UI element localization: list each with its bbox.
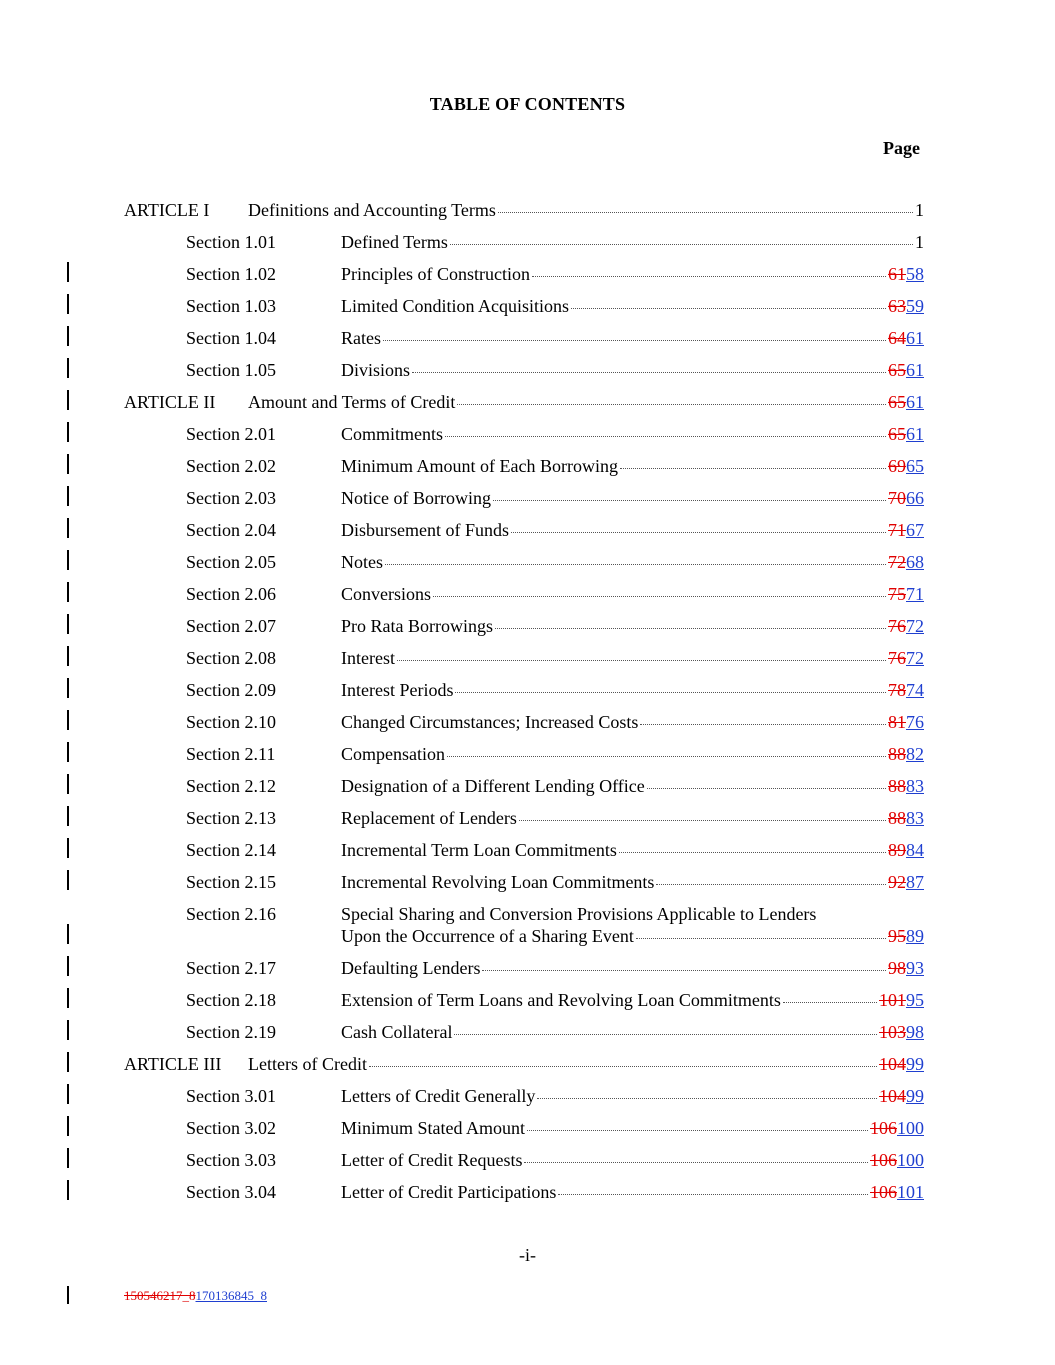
page-ref-inserted: 65 [906, 456, 924, 476]
toc-section-entry[interactable] [0, 512, 1055, 544]
toc-entry-label: Section 2.15 [186, 872, 276, 892]
dot-leader [493, 500, 886, 501]
page-ref[interactable] [870, 1150, 924, 1171]
toc-entry-title[interactable]: Compensation [341, 744, 445, 764]
page-ref-deleted: 63 [888, 296, 906, 316]
toc-entry-title[interactable]: Rates [341, 328, 381, 348]
page-ref[interactable] [879, 1022, 924, 1043]
document-id-deleted: 150546217_8 [124, 1288, 196, 1303]
toc-entry-title[interactable]: Principles of Construction [341, 264, 530, 284]
toc-entry-title[interactable]: Interest [341, 648, 395, 668]
toc-entry-label: Section 1.02 [186, 264, 276, 284]
page-ref[interactable] [888, 456, 924, 477]
change-bar [67, 582, 69, 602]
dot-leader [369, 1066, 877, 1067]
page-ref[interactable] [888, 680, 924, 701]
toc-entry-title[interactable]: Minimum Stated Amount [341, 1118, 526, 1138]
change-bar [67, 422, 69, 442]
page-ref-deleted: 88 [888, 808, 906, 828]
change-bar [67, 1116, 69, 1136]
change-bar [67, 710, 69, 730]
dot-leader [447, 756, 886, 757]
page-title: TABLE OF CONTENTS [429, 94, 626, 114]
change-bar [67, 806, 69, 826]
toc-entry-title[interactable]: Defined Terms [341, 232, 448, 252]
toc-entry-line [341, 872, 924, 893]
toc-entry-title[interactable]: Disbursement of Funds [341, 520, 509, 540]
page-ref[interactable] [888, 552, 924, 573]
page-ref-inserted: 95 [906, 990, 924, 1010]
toc-section-entry[interactable] [0, 448, 1055, 480]
change-bar [67, 614, 69, 634]
change-bar [67, 774, 69, 794]
change-bar [67, 956, 69, 976]
page-ref-deleted: 65 [888, 424, 906, 444]
toc-section-entry[interactable] [0, 800, 1055, 832]
toc-entry-line [341, 296, 924, 317]
page-ref[interactable] [888, 328, 924, 349]
toc-entry-label: Section 2.09 [186, 680, 276, 700]
toc-entry-label: Section 3.04 [186, 1182, 276, 1202]
toc-section-entry[interactable] [0, 1078, 1055, 1110]
page-ref-deleted: 106 [870, 1182, 897, 1202]
toc-entry-label: Section 2.04 [186, 520, 276, 540]
page-ref-inserted: 83 [906, 808, 924, 828]
page-ref[interactable] [879, 1086, 924, 1107]
page-ref[interactable] [870, 1182, 924, 1203]
dot-leader [445, 436, 886, 437]
page-column-header: Page [883, 138, 920, 158]
page-ref-number: 1 [915, 200, 924, 220]
change-bar [67, 326, 69, 346]
change-bar [67, 646, 69, 666]
toc-entry-line [341, 616, 924, 637]
toc-section-entry[interactable] [0, 224, 1055, 256]
toc-entry-label: Section 2.16 [186, 904, 276, 924]
toc-section-entry[interactable] [0, 576, 1055, 608]
dot-leader [511, 532, 886, 533]
dot-leader [482, 970, 886, 971]
page-ref-deleted: 76 [888, 648, 906, 668]
dot-leader [498, 212, 913, 213]
toc-entry-title[interactable]: Notice of Borrowing [341, 488, 491, 508]
dot-leader [524, 1162, 868, 1163]
toc-entry-title[interactable]: Letters of Credit [248, 1054, 367, 1074]
dot-leader [558, 1194, 868, 1195]
page-ref-inserted: 66 [906, 488, 924, 508]
page-ref[interactable] [888, 808, 924, 829]
toc-entry-title[interactable]: Letter of Credit Participations [341, 1182, 557, 1202]
page-ref-inserted: 61 [906, 392, 924, 412]
table-of-contents [0, 192, 1055, 1206]
dot-leader [640, 724, 886, 725]
page-ref-inserted: 74 [906, 680, 924, 700]
page-ref-inserted: 99 [906, 1086, 924, 1106]
toc-section-entry[interactable] [0, 704, 1055, 736]
page-ref[interactable] [888, 424, 924, 445]
page-ref-inserted: 61 [906, 424, 924, 444]
toc-entry-label: Section 3.02 [186, 1118, 276, 1138]
page-ref-inserted: 99 [906, 1054, 924, 1074]
page-ref-deleted: 72 [888, 552, 906, 572]
page-ref-deleted: 81 [888, 712, 906, 732]
toc-entry-title[interactable]: Commitments [341, 424, 444, 444]
dot-leader [519, 820, 886, 821]
change-bar [67, 1180, 69, 1200]
toc-entry-title[interactable]: Cash Collateral [341, 1022, 453, 1042]
page-ref[interactable] [888, 392, 924, 413]
toc-entry-line [341, 1022, 924, 1043]
page-ref-deleted: 95 [888, 926, 906, 946]
toc-entry-label: Section 1.05 [186, 360, 276, 380]
toc-entry-label: Section 2.14 [186, 840, 276, 860]
page-ref-deleted: 103 [879, 1022, 906, 1042]
toc-entry-line [248, 200, 924, 221]
toc-entry-title[interactable]: Designation of a Different Lending Office [341, 776, 645, 796]
toc-entry-line [341, 232, 924, 253]
change-bar [67, 742, 69, 762]
page-ref[interactable] [888, 712, 924, 733]
toc-section-entry[interactable] [0, 1174, 1055, 1206]
toc-entry-line [341, 680, 924, 701]
page-ref[interactable] [879, 1054, 924, 1075]
toc-entry-title[interactable]: Extension of Term Loans and Revolving Loan Commitments [341, 990, 781, 1010]
page-ref[interactable] [888, 648, 924, 669]
page-ref-inserted: 76 [906, 712, 924, 732]
page-ref-deleted: 106 [870, 1150, 897, 1170]
change-bar [67, 390, 69, 410]
dot-leader [527, 1130, 868, 1131]
toc-entry-line [341, 840, 924, 861]
toc-entry-line [341, 584, 924, 605]
page-ref-inserted: 72 [906, 648, 924, 668]
toc-entry-line [341, 776, 924, 797]
dot-leader [412, 372, 886, 373]
toc-section-entry[interactable] [0, 864, 1055, 896]
toc-section-entry[interactable] [0, 896, 1055, 950]
toc-entry-label: Section 2.12 [186, 776, 276, 796]
page-ref[interactable] [888, 296, 924, 317]
page-ref-deleted: 75 [888, 584, 906, 604]
change-bar [67, 678, 69, 698]
page-ref[interactable] [888, 872, 924, 893]
page-number: -i- [519, 1245, 536, 1265]
toc-article-entry[interactable] [0, 384, 1055, 416]
change-bar [67, 518, 69, 538]
toc-section-entry[interactable] [0, 256, 1055, 288]
toc-section-entry[interactable] [0, 352, 1055, 384]
dot-leader [455, 692, 886, 693]
page-ref-deleted: 78 [888, 680, 906, 700]
page-ref-inserted: 61 [906, 328, 924, 348]
change-bar [67, 486, 69, 506]
toc-entry-label: Section 2.05 [186, 552, 276, 572]
page-ref-inserted: 59 [906, 296, 924, 316]
toc-entry-label: Section 1.03 [186, 296, 276, 316]
toc-section-entry[interactable] [0, 480, 1055, 512]
toc-entry-label: Section 1.01 [186, 232, 276, 252]
page-ref-deleted: 88 [888, 744, 906, 764]
change-bar [67, 1286, 69, 1304]
page-ref[interactable] [888, 776, 924, 797]
page-ref[interactable] [888, 926, 924, 947]
page-ref[interactable] [888, 584, 924, 605]
toc-section-entry[interactable] [0, 768, 1055, 800]
dot-leader [433, 596, 886, 597]
toc-section-entry[interactable] [0, 416, 1055, 448]
page-ref[interactable] [888, 840, 924, 861]
toc-entry-title[interactable]: Replacement of Lenders [341, 808, 517, 828]
toc-entry-label: Section 2.13 [186, 808, 276, 828]
dot-leader [783, 1002, 877, 1003]
dot-leader [383, 340, 886, 341]
page-ref-inserted: 67 [906, 520, 924, 540]
toc-section-entry[interactable] [0, 608, 1055, 640]
change-bar [67, 454, 69, 474]
toc-entry-line [341, 1182, 924, 1203]
dot-leader [537, 1098, 877, 1099]
toc-entry-line [341, 1118, 924, 1139]
dot-leader [397, 660, 886, 661]
toc-entry-label: Section 2.11 [186, 744, 276, 764]
toc-entry-title[interactable]: Divisions [341, 360, 411, 380]
toc-entry-title[interactable]: Notes [341, 552, 383, 572]
toc-section-entry[interactable] [0, 982, 1055, 1014]
change-bar [67, 358, 69, 378]
toc-entry-title[interactable]: Letter of Credit Requests [341, 1150, 523, 1170]
page-ref[interactable] [870, 1118, 924, 1139]
toc-entry-label: Section 2.02 [186, 456, 276, 476]
page-ref[interactable] [888, 360, 924, 381]
page-ref-inserted: 93 [906, 958, 924, 978]
toc-entry-line [341, 744, 924, 765]
toc-entry-label: Section 2.03 [186, 488, 276, 508]
toc-entry-label: Section 2.06 [186, 584, 276, 604]
toc-entry-line [341, 990, 924, 1011]
toc-entry-title[interactable]: Incremental Term Loan Commitments [341, 840, 617, 860]
page-ref[interactable] [888, 616, 924, 637]
toc-entry-line [248, 1054, 924, 1075]
toc-entry-label: Section 2.18 [186, 990, 276, 1010]
toc-entry-title[interactable]: Amount and Terms of Credit [248, 392, 456, 412]
change-bar [67, 294, 69, 314]
change-bar [67, 1084, 69, 1104]
dot-leader [636, 938, 886, 939]
page-ref-deleted: 92 [888, 872, 906, 892]
page-ref-inserted: 100 [897, 1118, 924, 1138]
toc-entry-label: Section 2.19 [186, 1022, 276, 1042]
toc-entry-label: Section 1.04 [186, 328, 276, 348]
dot-leader [495, 628, 886, 629]
toc-entry-label: ARTICLE III [124, 1054, 222, 1074]
change-bar [67, 838, 69, 858]
toc-entry-title[interactable]: Minimum Amount of Each Borrowing [341, 456, 618, 476]
change-bar [67, 1052, 69, 1072]
page-ref-deleted: 64 [888, 328, 906, 348]
page-ref-inserted: 84 [906, 840, 924, 860]
document-id-inserted: 170136845_8 [195, 1288, 267, 1303]
document-id [124, 1288, 267, 1304]
dot-leader [454, 1034, 877, 1035]
toc-entry-title[interactable]: Pro Rata Borrowings [341, 616, 493, 636]
toc-entry-label: Section 3.03 [186, 1150, 276, 1170]
toc-entry-label: Section 2.01 [186, 424, 276, 444]
toc-entry-label: Section 2.10 [186, 712, 276, 732]
change-bar [67, 924, 69, 944]
dot-leader [450, 244, 913, 245]
toc-section-entry[interactable] [0, 320, 1055, 352]
page-ref-deleted: 69 [888, 456, 906, 476]
page-ref[interactable] [915, 200, 924, 221]
toc-entry-line [248, 392, 924, 413]
page-ref-inserted: 72 [906, 616, 924, 636]
dot-leader [620, 468, 886, 469]
dot-leader [656, 884, 886, 885]
page-ref-deleted: 65 [888, 392, 906, 412]
toc-entry-line [341, 712, 924, 733]
page-ref[interactable] [888, 744, 924, 765]
dot-leader [571, 308, 886, 309]
page-ref-deleted: 104 [879, 1054, 906, 1074]
toc-entry-title-line1: Special Sharing and Conversion Provisions Applicable to Lenders [341, 904, 817, 924]
page-ref-deleted: 98 [888, 958, 906, 978]
change-bar [67, 1020, 69, 1040]
toc-entry-title[interactable]: Conversions [341, 584, 431, 604]
page-ref-deleted: 101 [879, 990, 906, 1010]
page-ref[interactable] [888, 520, 924, 541]
toc-section-entry[interactable] [0, 544, 1055, 576]
toc-entry-line [341, 328, 924, 349]
toc-entry-line [341, 958, 924, 979]
dot-leader [619, 852, 886, 853]
dot-leader [532, 276, 886, 277]
toc-section-entry[interactable] [0, 950, 1055, 982]
page-ref-inserted: 98 [906, 1022, 924, 1042]
page-ref-deleted: 61 [888, 264, 906, 284]
dot-leader [385, 564, 886, 565]
change-bar [67, 550, 69, 570]
toc-section-entry[interactable] [0, 640, 1055, 672]
toc-entry-title[interactable]: Changed Circumstances; Increased Costs [341, 712, 639, 732]
toc-entry-label: Section 2.17 [186, 958, 276, 978]
page-ref-inserted: 101 [897, 1182, 924, 1202]
toc-entry-title[interactable]: Letters of Credit Generally [341, 1086, 536, 1106]
page-ref-inserted: 87 [906, 872, 924, 892]
page-ref-inserted: 68 [906, 552, 924, 572]
toc-section-entry[interactable] [0, 672, 1055, 704]
page-ref-number: 1 [915, 232, 924, 252]
toc-section-entry[interactable] [0, 1142, 1055, 1174]
toc-entry-label: ARTICLE II [124, 392, 216, 412]
toc-entry-line [341, 360, 924, 381]
toc-entry-label: Section 2.07 [186, 616, 276, 636]
page-ref-deleted: 76 [888, 616, 906, 636]
toc-section-entry[interactable] [0, 1110, 1055, 1142]
toc-entry-title[interactable]: Incremental Revolving Loan Commitments [341, 872, 655, 892]
toc-entry-line [341, 808, 924, 829]
page-ref-deleted: 71 [888, 520, 906, 540]
page-ref[interactable] [915, 232, 924, 253]
page-ref[interactable] [879, 990, 924, 1011]
toc-entry-line [341, 488, 924, 509]
dot-leader [647, 788, 886, 789]
toc-entry-line [341, 1086, 924, 1107]
page-ref-inserted: 61 [906, 360, 924, 380]
toc-entry-title[interactable]: Defaulting Lenders [341, 958, 481, 978]
page-ref[interactable] [888, 264, 924, 285]
toc-entry-line [341, 552, 924, 573]
toc-section-entry[interactable] [0, 736, 1055, 768]
toc-article-entry[interactable] [0, 1046, 1055, 1078]
change-bar [67, 870, 69, 890]
toc-entry-title[interactable]: Interest Periods [341, 680, 454, 700]
page-ref-deleted: 88 [888, 776, 906, 796]
toc-entry-line [341, 1150, 924, 1171]
page-ref-inserted: 58 [906, 264, 924, 284]
page-ref-deleted: 106 [870, 1118, 897, 1138]
change-bar [67, 262, 69, 282]
change-bar [67, 1148, 69, 1168]
page-ref-deleted: 65 [888, 360, 906, 380]
toc-entry-title[interactable]: Upon the Occurrence of a Sharing Event [341, 926, 634, 946]
toc-entry-line [341, 456, 924, 477]
page-ref[interactable] [888, 488, 924, 509]
toc-entry-line [341, 520, 924, 541]
toc-article-entry[interactable] [0, 192, 1055, 224]
page-ref-deleted: 104 [879, 1086, 906, 1106]
page-ref-inserted: 83 [906, 776, 924, 796]
change-bar [67, 988, 69, 1008]
page-ref-deleted: 89 [888, 840, 906, 860]
toc-entry-line [341, 648, 924, 669]
toc-section-entry[interactable] [0, 288, 1055, 320]
toc-entry-line [341, 926, 924, 947]
toc-entry-label: ARTICLE I [124, 200, 210, 220]
toc-entry-label: Section 2.08 [186, 648, 276, 668]
dot-leader [457, 404, 886, 405]
toc-entry-label: Section 3.01 [186, 1086, 276, 1106]
page-ref-inserted: 71 [906, 584, 924, 604]
toc-section-entry[interactable] [0, 1014, 1055, 1046]
toc-entry-line [341, 424, 924, 445]
page-ref-inserted: 82 [906, 744, 924, 764]
page-ref[interactable] [888, 958, 924, 979]
toc-entry-title[interactable]: Limited Condition Acquisitions [341, 296, 570, 316]
page-ref-deleted: 70 [888, 488, 906, 508]
page-ref-inserted: 89 [906, 926, 924, 946]
page-ref-inserted: 100 [897, 1150, 924, 1170]
toc-section-entry[interactable] [0, 832, 1055, 864]
toc-entry-title[interactable]: Definitions and Accounting Terms [248, 200, 496, 220]
toc-entry-line [341, 264, 924, 285]
